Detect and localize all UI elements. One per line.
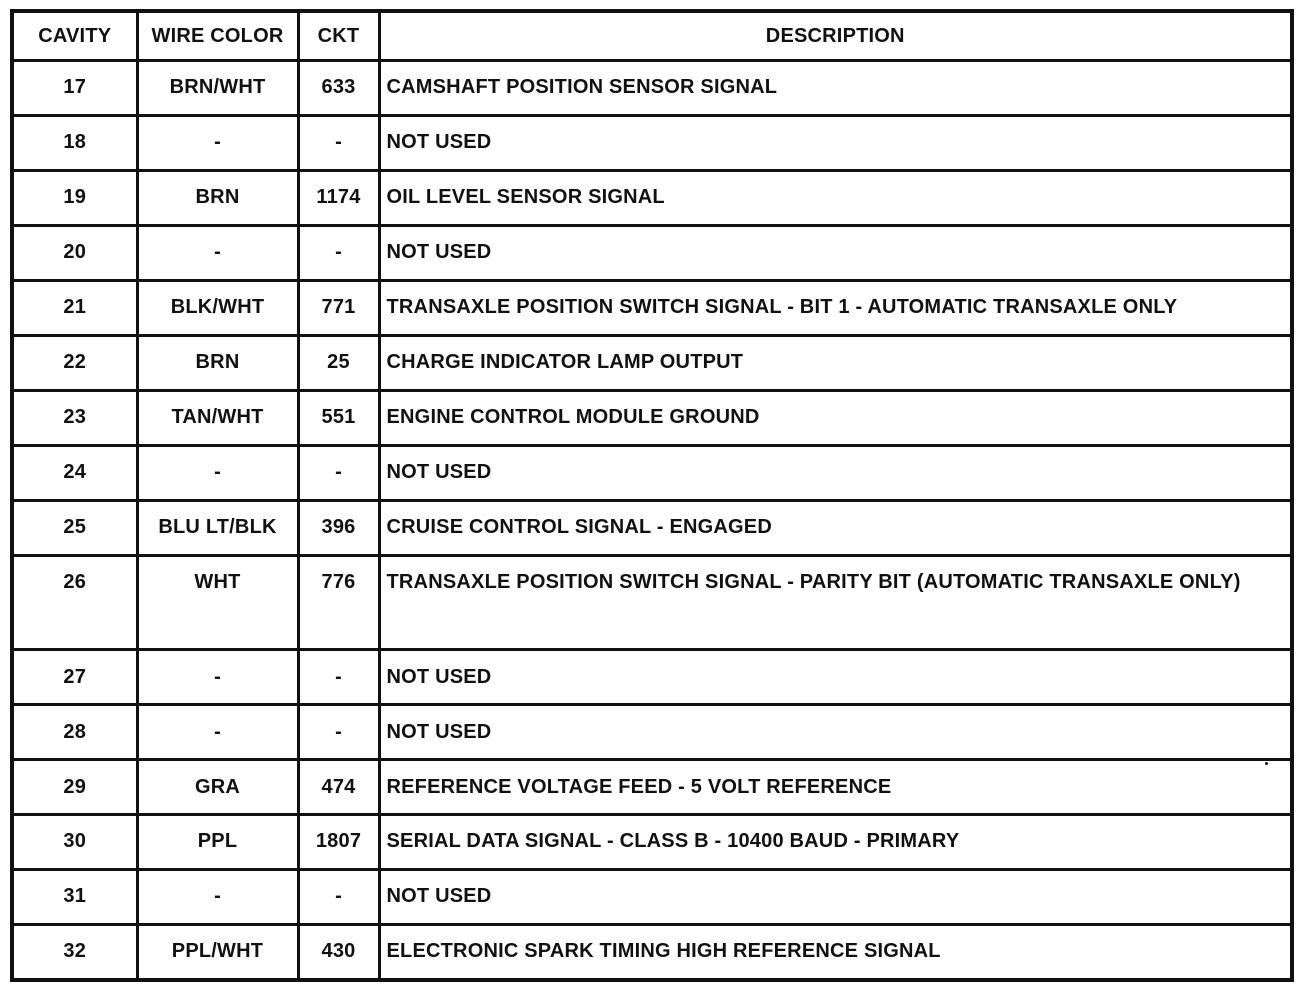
table-row [12, 555, 1292, 649]
cavity-cell: 24 [12, 445, 137, 500]
table-row [12, 390, 1292, 445]
wire-color-cell: - [137, 225, 298, 280]
description-cell: NOT USED [379, 445, 1292, 500]
table-row [12, 115, 1292, 170]
description-cell: CRUISE CONTROL SIGNAL - ENGAGED [379, 500, 1292, 555]
cavity-cell: 23 [12, 390, 137, 445]
header-wire-color: WIRE COLOR [137, 11, 298, 61]
description-cell: ENGINE CONTROL MODULE GROUND [379, 390, 1292, 445]
table-row [12, 924, 1292, 980]
table-row [12, 335, 1292, 390]
ckt-cell: 776 [298, 555, 379, 649]
table-row [12, 225, 1292, 280]
cavity-cell: 20 [12, 225, 137, 280]
description-cell: NOT USED [379, 705, 1292, 760]
table-row [12, 280, 1292, 335]
cavity-cell: 17 [12, 61, 137, 116]
table-row [12, 500, 1292, 555]
cavity-cell: 21 [12, 280, 137, 335]
wire-color-cell: TAN/WHT [137, 390, 298, 445]
description-cell: CAMSHAFT POSITION SENSOR SIGNAL [379, 61, 1292, 116]
wire-color-cell: - [137, 869, 298, 924]
wire-color-cell: WHT [137, 555, 298, 649]
ckt-cell: 1807 [298, 815, 379, 870]
cavity-cell: 26 [12, 555, 137, 649]
scan-speck [1265, 762, 1268, 765]
wire-color-cell: BRN [137, 170, 298, 225]
cavity-cell: 31 [12, 869, 137, 924]
ckt-cell: - [298, 650, 379, 705]
ckt-cell: - [298, 445, 379, 500]
connector-pinout-table [10, 9, 1294, 982]
description-cell: NOT USED [379, 225, 1292, 280]
ckt-cell: 633 [298, 61, 379, 116]
wire-color-cell: PPL [137, 815, 298, 870]
wire-color-cell: BLK/WHT [137, 280, 298, 335]
header-description: DESCRIPTION [379, 11, 1292, 61]
description-cell: TRANSAXLE POSITION SWITCH SIGNAL - PARITY BIT (AUTOMATIC TRANSAXLE ONLY) [379, 555, 1292, 649]
cavity-cell: 32 [12, 924, 137, 980]
wire-color-cell: - [137, 705, 298, 760]
description-cell: NOT USED [379, 869, 1292, 924]
ckt-cell: - [298, 225, 379, 280]
cavity-cell: 19 [12, 170, 137, 225]
description-cell: REFERENCE VOLTAGE FEED - 5 VOLT REFERENCE [379, 760, 1292, 815]
table-row [12, 869, 1292, 924]
cavity-cell: 29 [12, 760, 137, 815]
table-row [12, 815, 1292, 870]
ckt-cell: 474 [298, 760, 379, 815]
wire-color-cell: - [137, 115, 298, 170]
ckt-cell: 551 [298, 390, 379, 445]
ckt-cell: 430 [298, 924, 379, 980]
table-row [12, 170, 1292, 225]
table-header [12, 11, 1292, 61]
table-row [12, 650, 1292, 705]
ckt-cell: - [298, 115, 379, 170]
header-cavity: CAVITY [12, 11, 137, 61]
cavity-cell: 30 [12, 815, 137, 870]
cavity-cell: 22 [12, 335, 137, 390]
ckt-cell: 396 [298, 500, 379, 555]
ckt-cell: 1174 [298, 170, 379, 225]
table-row [12, 760, 1292, 815]
cavity-cell: 18 [12, 115, 137, 170]
table-row [12, 705, 1292, 760]
wire-color-cell: BLU LT/BLK [137, 500, 298, 555]
ckt-cell: - [298, 705, 379, 760]
description-cell: TRANSAXLE POSITION SWITCH SIGNAL - BIT 1 - AUTOMATIC TRANSAXLE ONLY [379, 280, 1292, 335]
wire-color-cell: BRN [137, 335, 298, 390]
cavity-cell: 27 [12, 650, 137, 705]
description-cell: NOT USED [379, 115, 1292, 170]
header-ckt: CKT [298, 11, 379, 61]
wire-color-cell: PPL/WHT [137, 924, 298, 980]
wire-color-cell: - [137, 650, 298, 705]
description-cell: SERIAL DATA SIGNAL - CLASS B - 10400 BAUD - PRIMARY [379, 815, 1292, 870]
ckt-cell: - [298, 869, 379, 924]
header-row [12, 11, 1292, 61]
ckt-cell: 25 [298, 335, 379, 390]
description-cell: OIL LEVEL SENSOR SIGNAL [379, 170, 1292, 225]
cavity-cell: 28 [12, 705, 137, 760]
ckt-cell: 771 [298, 280, 379, 335]
wire-color-cell: GRA [137, 760, 298, 815]
table-body [12, 61, 1292, 981]
wire-color-cell: BRN/WHT [137, 61, 298, 116]
description-cell: NOT USED [379, 650, 1292, 705]
description-cell: CHARGE INDICATOR LAMP OUTPUT [379, 335, 1292, 390]
table-row [12, 61, 1292, 116]
table-row [12, 445, 1292, 500]
wire-color-cell: - [137, 445, 298, 500]
cavity-cell: 25 [12, 500, 137, 555]
description-cell: ELECTRONIC SPARK TIMING HIGH REFERENCE SIGNAL [379, 924, 1292, 980]
